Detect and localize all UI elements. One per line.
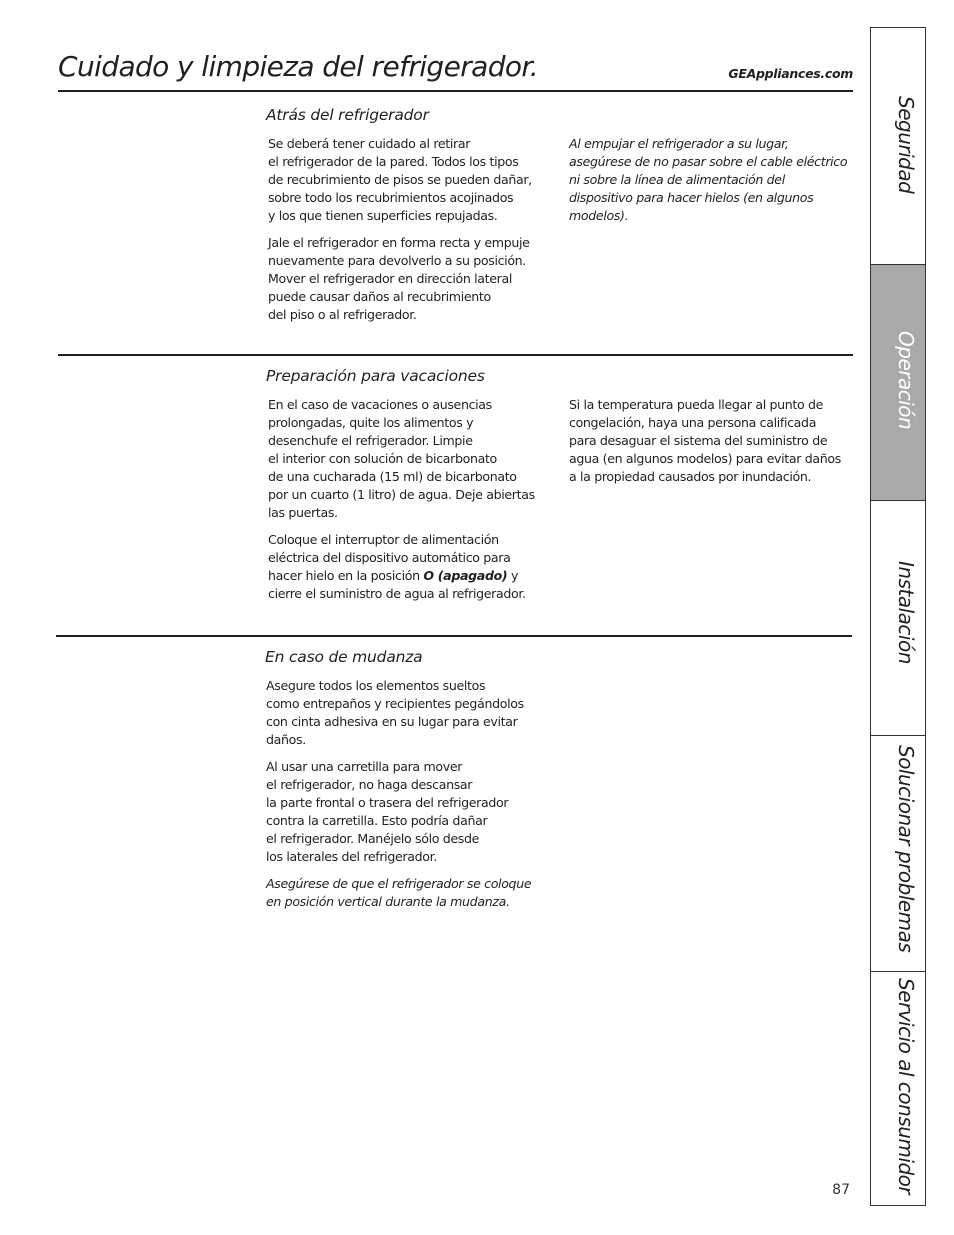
section-divider [56, 635, 852, 637]
tab-label: Operación [894, 331, 918, 430]
paragraph: Asegure todos los elementos sueltos como entrepaños y recipientes pegándolos con cinta adhesiva en su lugar para evitar daños. [266, 678, 524, 747]
paragraph: En el caso de vacaciones o ausencias prolongadas, quite los alimentos y desenchufe el refrigerador. Limpie el interior con solución de bicarbonato de una cucharada (15 ml) de bicarbonato por un cuarto (1 litro) de agua. Deje abiertas las puertas. [268, 397, 535, 520]
section-title-behind: Atrás del refrigerador [266, 106, 429, 124]
tab-solucionar-problemas[interactable] [871, 736, 925, 972]
section-vacation-left-column [268, 396, 553, 612]
tab-operacion[interactable] [871, 265, 925, 501]
page-number: 87 [832, 1182, 850, 1198]
tab-label: Solucionar problemas [894, 745, 918, 953]
header-rule [58, 90, 853, 92]
off-position-label: O (apagado) [423, 568, 508, 583]
section-behind-left-column [268, 135, 553, 333]
section-title-moving: En caso de mudanza [265, 648, 423, 666]
section-behind-right-column [569, 135, 854, 234]
tab-label: Seguridad [894, 96, 918, 194]
section-moving-left-column [266, 677, 551, 920]
paragraph: Al usar una carretilla para mover el refrigerador, no haga descansar la parte frontal o trasera del refrigerador contra la carretilla. Esto podría dañar el refrigerador. Manéjelo sólo desde los laterales del refrigerador. [266, 759, 509, 864]
paragraph: Jale el refrigerador en forma recta y empuje nuevamente para devolverlo a su posición. Mover el refrigerador en dirección lateral puede causar daños al recubrimiento del piso o al refrigerador. [268, 235, 530, 322]
paragraph: Se deberá tener cuidado al retirar el refrigerador de la pared. Todos los tipos de recubrimiento de pisos se pueden dañar, sobre todo los recubrimientos acojinados y los que tienen superficies repujadas. [268, 136, 532, 223]
paragraph: Si la temperatura pueda llegar al punto de congelación, haya una persona calificada para desaguar el sistema del suministro de agua (en algunos modelos) para evitar daños a la propiedad causados por inundación. [569, 397, 841, 484]
tab-label: Servicio al consumidor [894, 978, 918, 1195]
paragraph: Al empujar el refrigerador a su lugar, asegúrese de no pasar sobre el cable eléctrico ni sobre la línea de alimentación del dispositivo para hacer hielos (en algunos modelos). [569, 136, 848, 223]
tab-servicio-al-consumidor[interactable] [871, 972, 925, 1205]
page-title: Cuidado y limpieza del refrigerador. [58, 50, 539, 83]
section-vacation-right-column [569, 396, 854, 495]
tab-seguridad[interactable] [871, 28, 925, 265]
paragraph: Asegúrese de que el refrigerador se coloque en posición vertical durante la mudanza. [266, 876, 532, 909]
tab-label: Instalación [894, 561, 918, 664]
section-title-vacation: Preparación para vacaciones [266, 367, 485, 385]
tab-instalacion[interactable] [871, 501, 925, 736]
paragraph: Coloque el interruptor de alimentación eléctrica del dispositivo automático para hacer hielo en la posición O (apagado) y cierre el suministro de agua al refrigerador. [268, 532, 526, 601]
section-divider [58, 354, 853, 356]
chapter-sidebar [870, 27, 926, 1206]
site-url[interactable]: GEAppliances.com [728, 66, 853, 81]
